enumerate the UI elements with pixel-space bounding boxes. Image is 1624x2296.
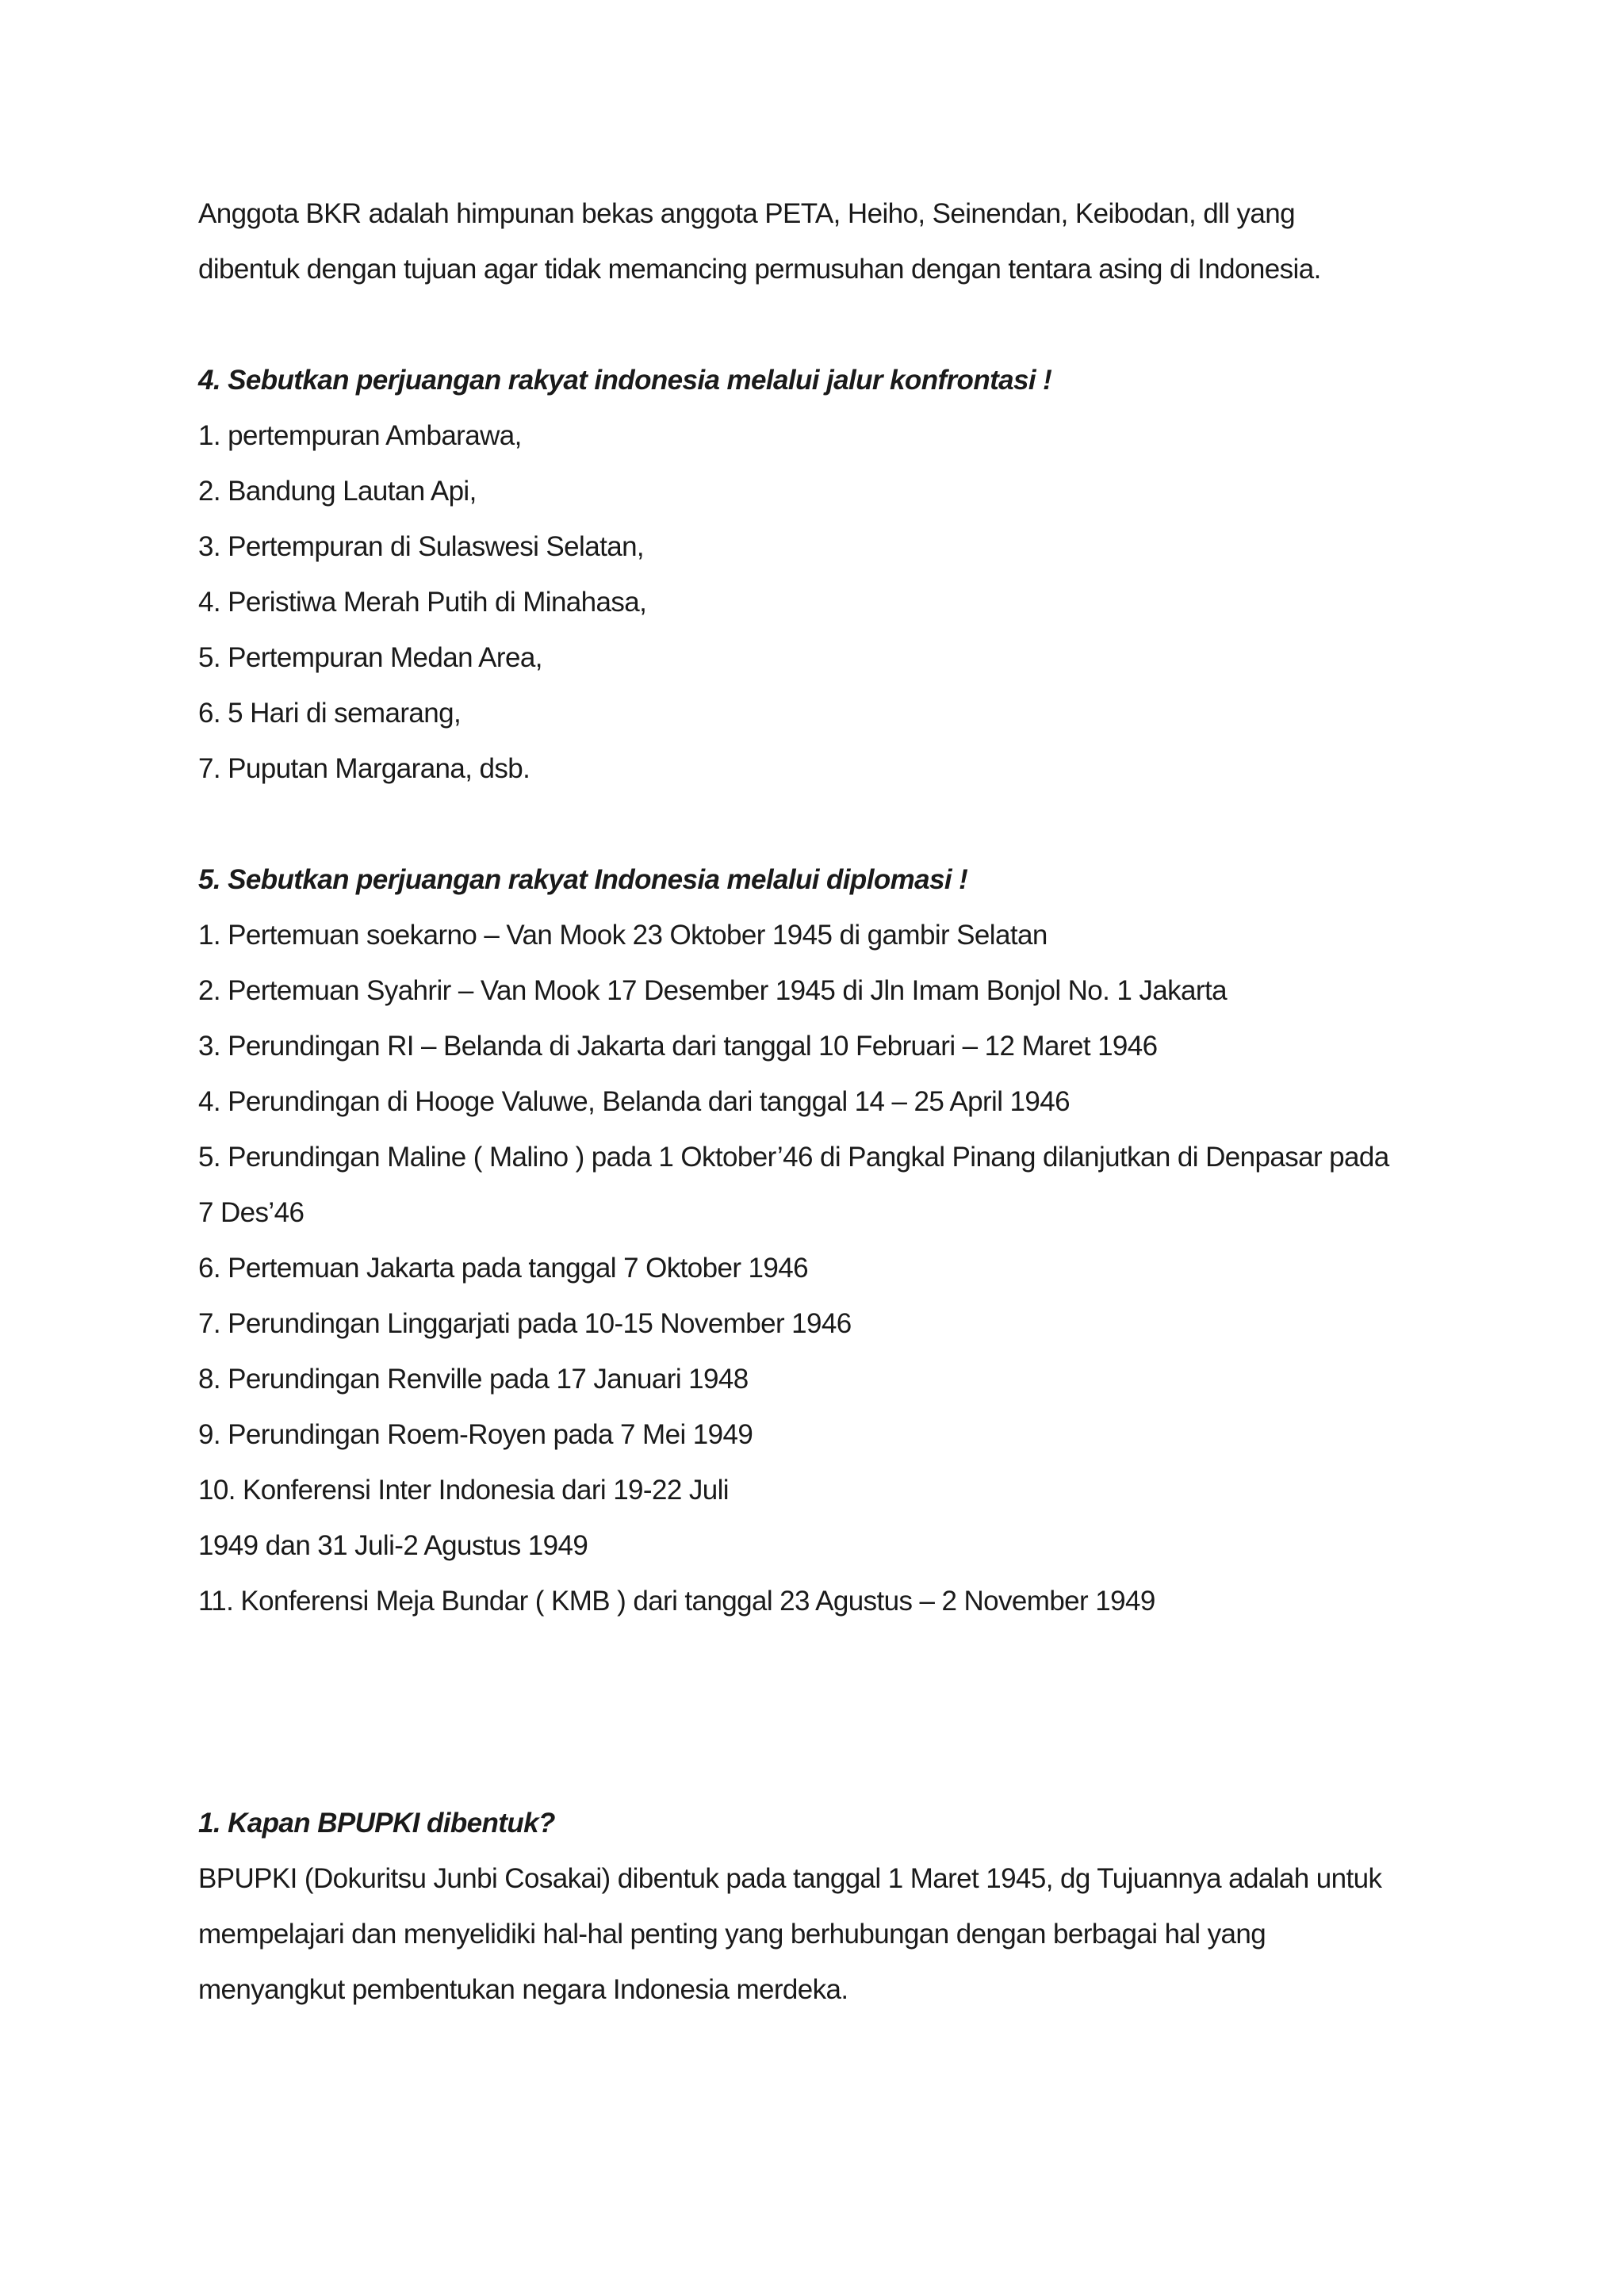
section-1-heading: 1. Kapan BPUPKI dibentuk? [198,1808,555,1839]
section-5-item-continuation: 1949 dan 31 Juli-2 Agustus 1949 [198,1530,588,1561]
section-5-item-continuation: 7 Des’46 [198,1197,304,1228]
section-5-item: 2. Pertemuan Syahrir – Van Mook 17 Desember 1945 di Jln Imam Bonjol No. 1 Jakarta [198,975,1227,1006]
section-1-line: menyangkut pembentukan negara Indonesia merdeka. [198,1974,848,2005]
section-4-item: 2. Bandung Lautan Api, [198,476,477,507]
section-4-item: 5. Pertempuran Medan Area, [198,642,542,673]
section-5-item: 6. Pertemuan Jakarta pada tanggal 7 Oktober 1946 [198,1253,808,1284]
section-4-item: 1. pertempuran Ambarawa, [198,420,522,451]
section-5-item: 1. Pertemuan soekarno – Van Mook 23 Oktober 1945 di gambir Selatan [198,920,1048,951]
section-5-item: 5. Perundingan Maline ( Malino ) pada 1 Oktober’46 di Pangkal Pinang dilanjutkan di Denpasar pada [198,1142,1389,1173]
section-5-item: 7. Perundingan Linggarjati pada 10-15 November 1946 [198,1308,852,1339]
section-4-item: 6. 5 Hari di semarang, [198,698,462,729]
section-1-line: mempelajari dan menyelidiki hal-hal penting yang berhubungan dengan berbagai hal yang [198,1919,1266,1950]
section-4-item: 3. Pertempuran di Sulaswesi Selatan, [198,531,645,562]
section-5-item: 3. Perundingan RI – Belanda di Jakarta dari tanggal 10 Februari – 12 Maret 1946 [198,1031,1158,1062]
section-5-item: 4. Perundingan di Hooge Valuwe, Belanda dari tanggal 14 – 25 April 1946 [198,1086,1070,1117]
section-4-item: 7. Puputan Margarana, dsb. [198,753,530,784]
section-1-line: BPUPKI (Dokuritsu Junbi Cosakai) dibentuk pada tanggal 1 Maret 1945, dg Tujuannya adalah untuk [198,1863,1382,1894]
section-5-item: 8. Perundingan Renville pada 17 Januari 1948 [198,1364,749,1395]
section-5-item: 10. Konferensi Inter Indonesia dari 19-22 Juli [198,1475,729,1506]
section-5-heading: 5. Sebutkan perjuangan rakyat Indonesia melalui diplomasi ! [198,864,968,895]
intro-line-1: Anggota BKR adalah himpunan bekas anggota PETA, Heiho, Seinendan, Keibodan, dll yang [198,198,1296,229]
section-5-item: 9. Perundingan Roem-Royen pada 7 Mei 1949 [198,1419,753,1450]
section-4-heading: 4. Sebutkan perjuangan rakyat indonesia melalui jalur konfrontasi ! [198,365,1052,396]
section-4-item: 4. Peristiwa Merah Putih di Minahasa, [198,587,647,618]
section-5-item: 11. Konferensi Meja Bundar ( KMB ) dari tanggal 23 Agustus – 2 November 1949 [198,1586,1155,1617]
intro-line-2: dibentuk dengan tujuan agar tidak memancing permusuhan dengan tentara asing di Indonesia. [198,254,1321,285]
